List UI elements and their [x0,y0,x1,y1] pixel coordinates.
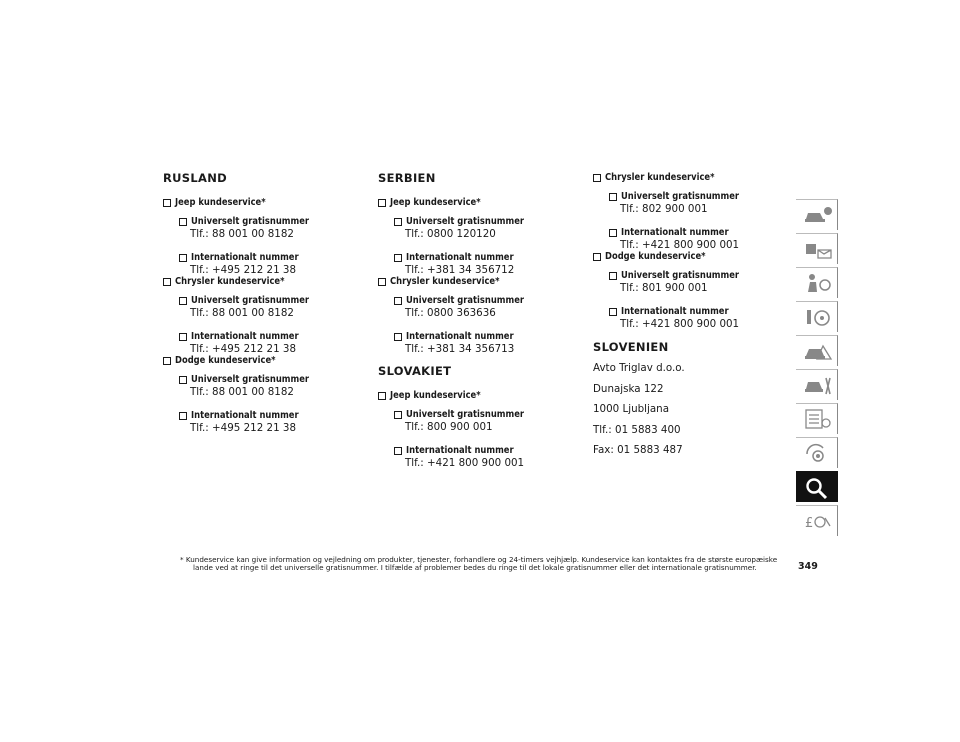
service-title: Chrysler kundeservice* [605,172,715,183]
checkbox-bullet-icon [394,218,402,226]
tab-car-info[interactable] [796,199,838,230]
service-title: Jeep kundeservice* [390,390,481,401]
phone-number: Tlf.: 801 900 001 [620,282,708,294]
section-heading-slovenien: SLOVENIEN [593,340,669,354]
car-info-icon [803,204,833,226]
address-block [593,362,793,457]
address-line: Tlf.: 01 5883 400 [593,423,681,436]
column-2 [378,172,578,476]
phone-number: Tlf.: 88 001 00 8182 [190,386,294,398]
tab-starting-driving[interactable] [796,301,838,332]
checkbox-bullet-icon [609,193,617,201]
column-1 [163,172,363,441]
number-type: Internationalt nummer [191,410,299,421]
number-type: Internationalt nummer [406,445,514,456]
customer-service-block [378,390,578,469]
column-3 [593,172,793,465]
checkbox-bullet-icon [179,412,187,420]
service-title: Dodge kundeservice* [605,251,706,262]
checkbox-bullet-icon [394,411,402,419]
number-type: Universelt gratisnummer [621,191,740,202]
number-type: Universelt gratisnummer [406,295,525,306]
number-item [179,252,363,276]
checkbox-bullet-icon [179,376,187,384]
number-item [394,295,578,319]
section-heading-serbien: SERBIEN [378,171,436,185]
search-icon [803,476,833,500]
service-title: Chrysler kundeservice* [390,276,500,287]
checkbox-bullet-icon [609,229,617,237]
checkbox-bullet-icon [179,218,187,226]
checkbox-bullet-icon [378,392,386,400]
tab-servicing[interactable] [796,369,838,400]
number-item [394,252,578,276]
tab-index[interactable] [796,505,838,536]
customer-service-block [593,251,793,330]
number-type: Internationalt nummer [191,331,299,342]
service-title: Dodge kundeservice* [175,355,276,366]
number-type: Universelt gratisnummer [621,270,740,281]
number-item [609,270,793,294]
section-heading-rusland: RUSLAND [163,171,227,185]
checkbox-bullet-icon [378,199,386,207]
warning-lights-icon [803,238,833,260]
number-type: Universelt gratisnummer [191,216,310,227]
number-item [179,216,363,240]
checkbox-bullet-icon [378,278,386,286]
phone-number: Tlf.: 802 900 001 [620,203,708,215]
customer-service-block [163,355,363,434]
phone-number: Tlf.: +421 800 900 001 [405,457,525,469]
number-type: Internationalt nummer [191,252,299,263]
number-item [394,445,578,469]
service-title: Jeep kundeservice* [390,197,481,208]
footnote-line-1: * Kundeservice kan give information og vejledning om produkter, tjenester, forhandlere og 24-timers vejhjælp. Kundeservice kan kontaktes fra de største europæiske [180,555,778,564]
checkbox-bullet-icon [394,297,402,305]
phone-number: Tlf.: +381 34 356712 [405,264,515,276]
customer-service-block [163,276,363,355]
customer-service-block [163,197,363,276]
servicing-icon [803,374,833,396]
phone-number: Tlf.: +421 800 900 001 [620,318,740,330]
address-line: Avto Triglav d.o.o. [593,362,685,374]
tab-emergency[interactable] [796,335,838,366]
service-title: Chrysler kundeservice* [175,276,285,287]
checkbox-bullet-icon [593,174,601,182]
tab-tech-specs[interactable] [796,403,838,434]
tab-safety[interactable] [796,267,838,298]
number-item [394,216,578,240]
number-item [609,191,793,215]
number-item [394,409,578,433]
page-number: 349 [798,561,818,572]
tab-search[interactable] [796,471,838,502]
number-item [609,306,793,330]
checkbox-bullet-icon [163,357,171,365]
number-type: Internationalt nummer [406,252,514,263]
multimedia-icon [803,442,833,464]
checkbox-bullet-icon [163,278,171,286]
customer-service-block [378,197,578,276]
address-line: 1000 Ljubljana [593,403,670,415]
number-type: Universelt gratisnummer [406,216,525,227]
number-type: Internationalt nummer [406,331,514,342]
number-type: Universelt gratisnummer [191,295,310,306]
number-type: Universelt gratisnummer [406,409,525,420]
tab-multimedia[interactable] [796,437,838,468]
phone-number: Tlf.: 800 900 001 [405,421,493,433]
checkbox-bullet-icon [609,272,617,280]
number-item [394,331,578,355]
phone-number: Tlf.: +495 212 21 38 [190,343,297,355]
chapter-tabs [796,199,842,539]
safety-icon [803,272,833,294]
number-item [179,374,363,398]
phone-number: Tlf.: 88 001 00 8182 [190,228,294,240]
phone-number: Tlf.: 0800 363636 [405,307,496,319]
service-title: Jeep kundeservice* [175,197,266,208]
number-item [609,227,793,251]
number-item [179,410,363,434]
number-type: Internationalt nummer [621,227,729,238]
tech-specs-icon [803,408,833,430]
address-line: Dunajska 122 [593,382,664,395]
starting-driving-icon [803,306,833,328]
number-item [179,331,363,355]
phone-number: Tlf.: +381 34 356713 [405,343,515,355]
section-heading-slovakiet: SLOVAKIET [378,364,452,378]
footnote [180,556,790,573]
phone-number: Tlf.: +421 800 900 001 [620,239,740,251]
number-item [179,295,363,319]
svg-text:£: £ [805,516,814,531]
checkbox-bullet-icon [394,333,402,341]
checkbox-bullet-icon [179,254,187,262]
emergency-icon [803,340,833,362]
tab-warning-lights[interactable] [796,233,838,264]
checkbox-bullet-icon [179,297,187,305]
checkbox-bullet-icon [593,253,601,261]
checkbox-bullet-icon [394,254,402,262]
number-type: Universelt gratisnummer [191,374,310,385]
footnote-line-2: lande ved at ringe til det universelle gratisnummer. I tilfælde af problemer bedes du ringe til det lokale gratisnummer eller det internationale gratisnummer. [193,563,757,573]
checkbox-bullet-icon [179,333,187,341]
checkbox-bullet-icon [163,199,171,207]
phone-number: Tlf.: +495 212 21 38 [190,422,297,434]
checkbox-bullet-icon [609,308,617,316]
address-line: Fax: 01 5883 487 [593,444,683,456]
number-type: Internationalt nummer [621,306,729,317]
phone-number: Tlf.: 0800 120120 [405,228,496,240]
checkbox-bullet-icon [394,447,402,455]
phone-number: Tlf.: 88 001 00 8182 [190,307,294,319]
customer-service-block [378,276,578,355]
phone-number: Tlf.: +495 212 21 38 [190,264,297,276]
customer-service-block [593,172,793,251]
index-icon [803,510,833,532]
